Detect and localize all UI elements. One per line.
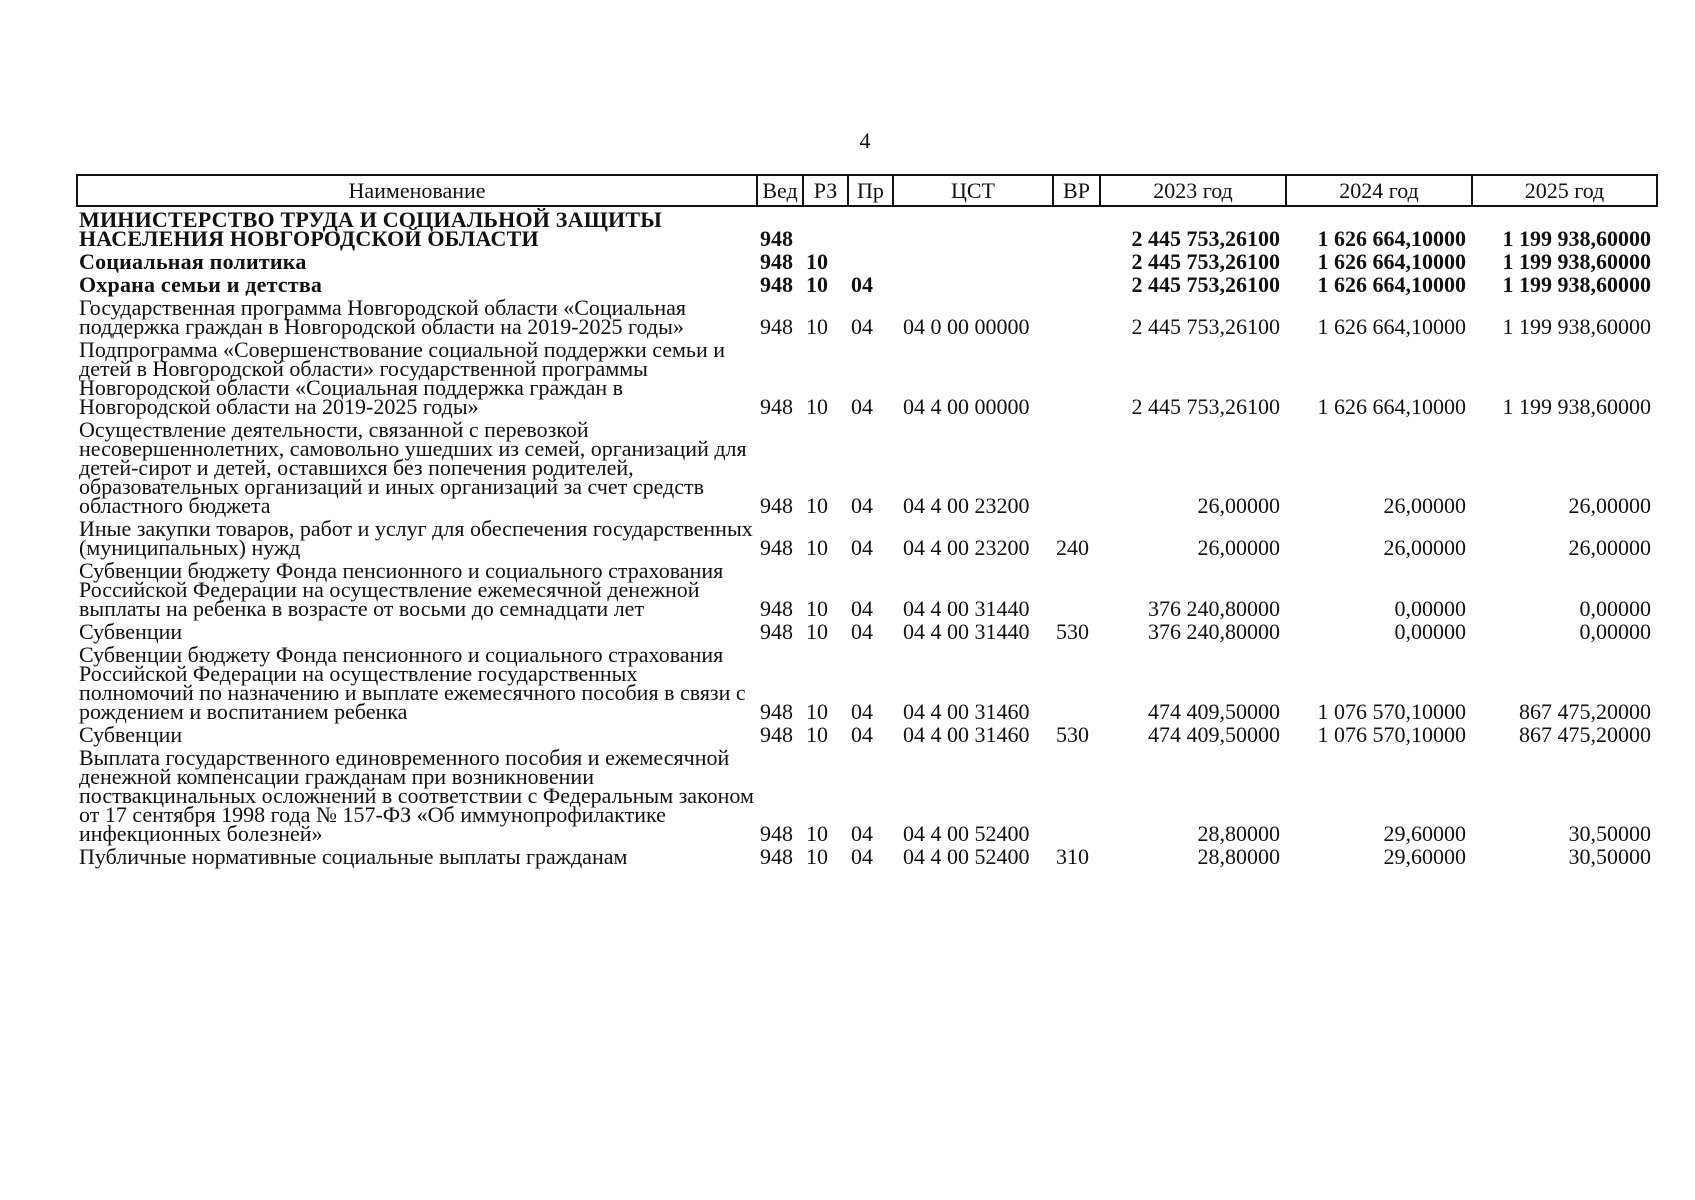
table-row xyxy=(77,619,1657,642)
cell-pr xyxy=(848,249,893,272)
cell-cst: 04 4 00 31460 xyxy=(903,722,1030,747)
cell-cst: 04 4 00 52400 xyxy=(903,844,1030,869)
cell-cst: 04 0 00 00000 xyxy=(903,314,1030,339)
cell-ved: 948 xyxy=(760,596,793,621)
cell-2025: 867 475,20000 xyxy=(1519,699,1651,724)
cell-rz: 10 xyxy=(806,619,828,644)
header-2025: 2025 год xyxy=(1472,175,1657,206)
table-row xyxy=(77,745,1657,844)
cell-ved: 948 xyxy=(760,394,793,419)
cell-cst: 04 4 00 00000 xyxy=(903,394,1030,419)
cell-2024: 29,60000 xyxy=(1383,844,1466,869)
cell-rz xyxy=(803,206,848,249)
cell-2024: 1 626 664,10000 xyxy=(1317,272,1466,297)
cell-pr: 04 xyxy=(851,619,873,644)
cell-ved: 948 xyxy=(760,844,793,869)
cell-2023: 474 409,50000 xyxy=(1148,699,1280,724)
cell-2023: 2 445 753,26100 xyxy=(1131,314,1280,339)
cell-cst: 04 4 00 31440 xyxy=(903,619,1030,644)
cell-2023: 474 409,50000 xyxy=(1148,722,1280,747)
cell-2024: 1 076 570,10000 xyxy=(1317,699,1466,724)
cell-2024: 29,60000 xyxy=(1383,821,1466,846)
cell-2025: 1 199 938,60000 xyxy=(1502,314,1651,339)
cell-pr xyxy=(848,206,893,249)
cell-pr: 04 xyxy=(851,821,873,846)
cell-rz: 10 xyxy=(806,535,828,560)
cell-rz: 10 xyxy=(806,272,828,297)
cell-name: Государственная программа Новгородской области «Социальная поддержка граждан в Новгородской области на 2019-2025 годы» xyxy=(79,295,687,339)
table-row xyxy=(77,844,1657,867)
cell-vr xyxy=(1053,417,1100,516)
cell-2023: 2 445 753,26100 xyxy=(1131,272,1280,297)
cell-2023: 376 240,80000 xyxy=(1148,619,1280,644)
cell-2024: 0,00000 xyxy=(1394,619,1466,644)
table-row xyxy=(77,516,1657,558)
cell-rz: 10 xyxy=(806,699,828,724)
cell-2023: 376 240,80000 xyxy=(1148,596,1280,621)
cell-2024: 1 626 664,10000 xyxy=(1317,226,1466,251)
cell-vr xyxy=(1053,745,1100,844)
cell-2023: 26,00000 xyxy=(1197,535,1280,560)
cell-vr xyxy=(1053,206,1100,249)
cell-ved: 948 xyxy=(760,619,793,644)
cell-ved: 948 xyxy=(760,535,793,560)
cell-2025: 1 199 938,60000 xyxy=(1502,394,1651,419)
cell-2025: 0,00000 xyxy=(1579,619,1651,644)
cell-ved: 948 xyxy=(760,314,793,339)
cell-pr: 04 xyxy=(851,699,873,724)
cell-2025: 30,50000 xyxy=(1568,821,1651,846)
cell-ved: 948 xyxy=(760,493,793,518)
header-pr: Пр xyxy=(848,175,893,206)
cell-2023: 2 445 753,26100 xyxy=(1131,249,1280,274)
cell-vr: 310 xyxy=(1056,844,1089,869)
table-body xyxy=(77,206,1657,867)
cell-pr: 04 xyxy=(851,394,873,419)
cell-pr: 04 xyxy=(851,314,873,339)
cell-2025: 26,00000 xyxy=(1568,535,1651,560)
cell-2025: 26,00000 xyxy=(1568,493,1651,518)
cell-pr: 04 xyxy=(851,722,873,747)
cell-2024: 1 626 664,10000 xyxy=(1317,394,1466,419)
cell-cst xyxy=(893,249,1053,272)
cell-2025: 30,50000 xyxy=(1568,844,1651,869)
page-number: 4 xyxy=(859,128,871,153)
cell-pr: 04 xyxy=(851,535,873,560)
table-row xyxy=(77,337,1657,417)
budget-table xyxy=(76,174,1658,867)
cell-ved: 948 xyxy=(760,272,793,297)
cell-2025: 1 199 938,60000 xyxy=(1502,272,1651,297)
cell-pr: 04 xyxy=(851,493,873,518)
cell-rz: 10 xyxy=(806,394,828,419)
table-row xyxy=(77,295,1657,337)
header-cst: ЦСТ xyxy=(893,175,1053,206)
cell-rz: 10 xyxy=(806,596,828,621)
cell-2025: 0,00000 xyxy=(1579,596,1651,621)
cell-cst xyxy=(893,206,1053,249)
cell-2025: 1 199 938,60000 xyxy=(1502,226,1651,251)
cell-cst: 04 4 00 23200 xyxy=(903,493,1030,518)
cell-2023: 28,80000 xyxy=(1197,844,1280,869)
cell-cst: 04 4 00 31440 xyxy=(903,596,1030,621)
cell-2023: 28,80000 xyxy=(1197,821,1280,846)
cell-vr xyxy=(1053,642,1100,722)
cell-name: Социальная политика xyxy=(79,249,307,274)
table-row xyxy=(77,417,1657,516)
cell-vr xyxy=(1053,272,1100,295)
cell-pr: 04 xyxy=(851,272,873,297)
cell-2023: 2 445 753,26100 xyxy=(1131,394,1280,419)
cell-rz: 10 xyxy=(806,249,828,274)
cell-2024: 1 626 664,10000 xyxy=(1317,249,1466,274)
header-2023: 2023 год xyxy=(1100,175,1286,206)
cell-rz: 10 xyxy=(806,314,828,339)
cell-2024: 1 076 570,10000 xyxy=(1317,722,1466,747)
cell-vr xyxy=(1053,295,1100,337)
cell-cst: 04 4 00 31460 xyxy=(903,699,1030,724)
cell-vr: 240 xyxy=(1056,535,1089,560)
cell-vr: 530 xyxy=(1056,619,1089,644)
cell-2024: 1 626 664,10000 xyxy=(1317,314,1466,339)
cell-cst: 04 4 00 23200 xyxy=(903,535,1030,560)
cell-vr: 530 xyxy=(1056,722,1089,747)
cell-name: Выплата государственного единовременного пособия и ежемесячной денежной компенсации гражданам при возникновении поствакцинальных осложнений в соответствии с Федеральным законом от 17 сентября 1998 года № 157-ФЗ «Об иммунопрофилактике инфекционных болезней» xyxy=(79,745,754,846)
table-row xyxy=(77,558,1657,619)
cell-rz: 10 xyxy=(806,844,828,869)
cell-name: Осуществление деятельности, связанной с перевозкой несовершеннолетних, самовольно ушедших из семей, организаций для детей-сирот и детей, оставшихся без попечения родителей, образовательных организаций и иных организаций за счет средств областного бюджета xyxy=(79,417,747,518)
header-name: Наименование xyxy=(77,175,757,206)
cell-name: Субвенции xyxy=(79,619,183,644)
cell-name: Иные закупки товаров, работ и услуг для обеспечения государственных (муниципальных) нужд xyxy=(79,516,753,560)
cell-pr: 04 xyxy=(851,596,873,621)
header-ved: Вед xyxy=(757,175,803,206)
table-row xyxy=(77,722,1657,745)
cell-2025: 1 199 938,60000 xyxy=(1502,249,1651,274)
cell-vr xyxy=(1053,249,1100,272)
header-rz: РЗ xyxy=(803,175,848,206)
table-row xyxy=(77,272,1657,295)
cell-2024: 0,00000 xyxy=(1394,596,1466,621)
cell-name: Субвенции xyxy=(79,722,183,747)
cell-2023: 26,00000 xyxy=(1197,493,1280,518)
cell-cst xyxy=(893,272,1053,295)
cell-name: Субвенции бюджету Фонда пенсионного и социального страхования Российской Федерации на осуществление государственных полномочий по назначению и выплате ежемесячного пособия в связи с рождением и воспитанием ребенка xyxy=(79,642,746,724)
cell-vr xyxy=(1053,337,1100,417)
table-header-row xyxy=(77,175,1657,206)
cell-name: Публичные нормативные социальные выплаты гражданам xyxy=(79,844,628,869)
cell-ved: 948 xyxy=(760,722,793,747)
cell-ved: 948 xyxy=(760,821,793,846)
cell-rz: 10 xyxy=(806,722,828,747)
cell-2025: 867 475,20000 xyxy=(1519,722,1651,747)
cell-2024: 26,00000 xyxy=(1383,535,1466,560)
cell-rz: 10 xyxy=(806,493,828,518)
cell-2024: 26,00000 xyxy=(1383,493,1466,518)
cell-name: Подпрограмма «Совершенствование социальной поддержки семьи и детей в Новгородской области» государственной программы Новгородской области «Социальная поддержка граждан в Новгородской области на 2019-2025 годы» xyxy=(79,337,726,419)
cell-cst: 04 4 00 52400 xyxy=(903,821,1030,846)
table-row xyxy=(77,206,1657,249)
cell-ved: 948 xyxy=(760,226,793,251)
table-row xyxy=(77,642,1657,722)
header-2024: 2024 год xyxy=(1286,175,1472,206)
cell-2023: 2 445 753,26100 xyxy=(1131,226,1280,251)
cell-name: Субвенции бюджету Фонда пенсионного и социального страхования Российской Федерации на осуществление ежемесячной денежной выплаты на ребенка в возрасте от восьми до семнадцати лет xyxy=(79,558,724,621)
cell-pr: 04 xyxy=(851,844,873,869)
header-vr: ВР xyxy=(1053,175,1100,206)
table-row xyxy=(77,249,1657,272)
cell-name: Охрана семьи и детства xyxy=(79,272,323,297)
cell-ved: 948 xyxy=(760,699,793,724)
cell-vr xyxy=(1053,558,1100,619)
cell-ved: 948 xyxy=(760,249,793,274)
cell-rz: 10 xyxy=(806,821,828,846)
cell-name: МИНИСТЕРСТВО ТРУДА И СОЦИАЛЬНОЙ ЗАЩИТЫ НАСЕЛЕНИЯ НОВГОРОДСКОЙ ОБЛАСТИ xyxy=(79,207,663,251)
